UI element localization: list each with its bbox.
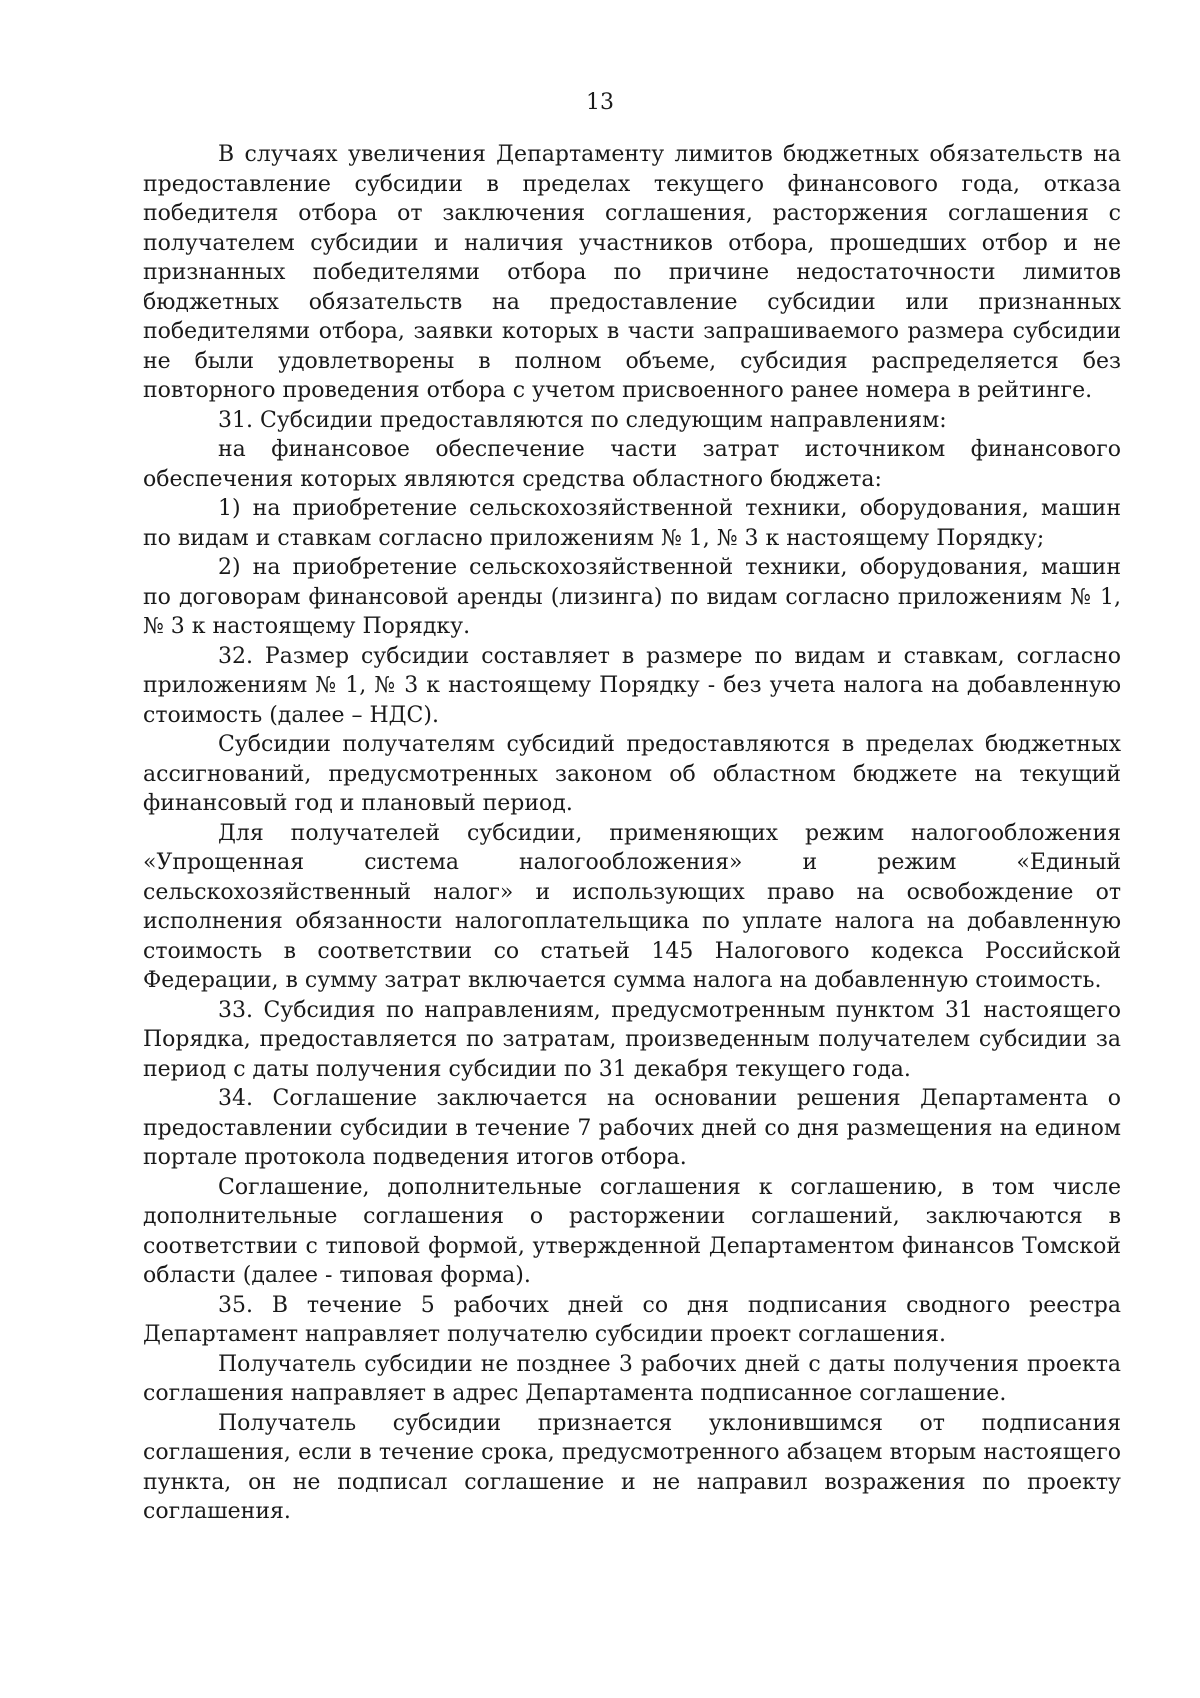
paragraph: Для получателей субсидии, применяющих режим налогообложения «Упрощенная система налогообложения» и режим «Единый сельскохозяйственный налог» и использующих право на освобождение от исполнения обязанности налогоплательщика по уплате налога на добавленную стоимость в соответствии со статьей 145 Налогового кодекса Российской Федерации, в сумму затрат включается сумма налога на добавленную стоимость. — [143, 820, 1121, 993]
paragraph: 1) на приобретение сельскохозяйственной техники, оборудования, машин по видам и ставкам согласно приложениям № 1, № 3 к настоящему Порядку; — [143, 496, 1121, 551]
document-body — [143, 140, 1121, 1527]
paragraph: 32. Размер субсидии составляет в размере по видам и ставкам, согласно приложениям № 1, № 3 к настоящему Порядку - без учета налога на добавленную стоимость (далее – НДС). — [143, 643, 1121, 728]
paragraph: Получатель субсидии не позднее 3 рабочих дней с даты получения проекта соглашения направляет в адрес Департамента подписанное соглашение. — [143, 1351, 1121, 1406]
paragraph: 2) на приобретение сельскохозяйственной техники, оборудования, машин по договорам финансовой аренды (лизинга) по видам согласно приложениям № 1, № 3 к настоящему Порядку. — [143, 555, 1121, 639]
paragraph: Субсидии получателям субсидий предоставляются в пределах бюджетных ассигнований, предусмотренных законом об областном бюджете на текущий финансовый год и плановый период. — [143, 732, 1121, 816]
paragraph: 31. Субсидии предоставляются по следующим направлениям: — [218, 407, 947, 433]
page-number: 13 — [586, 90, 614, 115]
paragraph: 34. Соглашение заключается на основании решения Департамента о предоставлении субсидии в течение 7 рабочих дней со дня размещения на едином портале протокола подведения итогов отбора. — [143, 1086, 1121, 1170]
paragraph: Соглашение, дополнительные соглашения к соглашению, в том числе дополнительные соглашения о расторжении соглашений, заключаются в соответствии с типовой формой, утвержденной Департаментом финансов Томской области (далее - типовая форма). — [143, 1174, 1121, 1288]
paragraph: на финансовое обеспечение части затрат источником финансового обеспечения которых являются средства областного бюджета: — [143, 437, 1121, 492]
paragraph: 33. Субсидия по направлениям, предусмотренным пунктом 31 настоящего Порядка, предоставляется по затратам, произведенным получателем субсидии за период с даты получения субсидии по 31 декабря текущего года. — [143, 997, 1121, 1082]
paragraph: Получатель субсидии признается уклонившимся от подписания соглашения, если в течение срока, предусмотренного абзацем вторым настоящего пункта, он не подписал соглашение и не направил возражения по проекту соглашения. — [143, 1410, 1121, 1524]
paragraph: 35. В течение 5 рабочих дней со дня подписания сводного реестра Департамент направляет получателю субсидии проект соглашения. — [143, 1292, 1121, 1347]
paragraph: В случаях увеличения Департаменту лимитов бюджетных обязательств на предоставление субсидии в пределах текущего финансового года, отказа победителя отбора от заключения соглашения, расторжения соглашения с получателем субсидии и наличия участников отбора, прошедших отбор и не признанных победителями отбора по причине недостаточности лимитов бюджетных обязательств на предоставление субсидии или признанных победителями отбора, заявки которых в части запрашиваемого размера субсидии не были удовлетворены в полном объеме, субсидия распределяется без повторного проведения отбора с учетом присвоенного ранее номера в рейтинге. — [143, 142, 1121, 403]
